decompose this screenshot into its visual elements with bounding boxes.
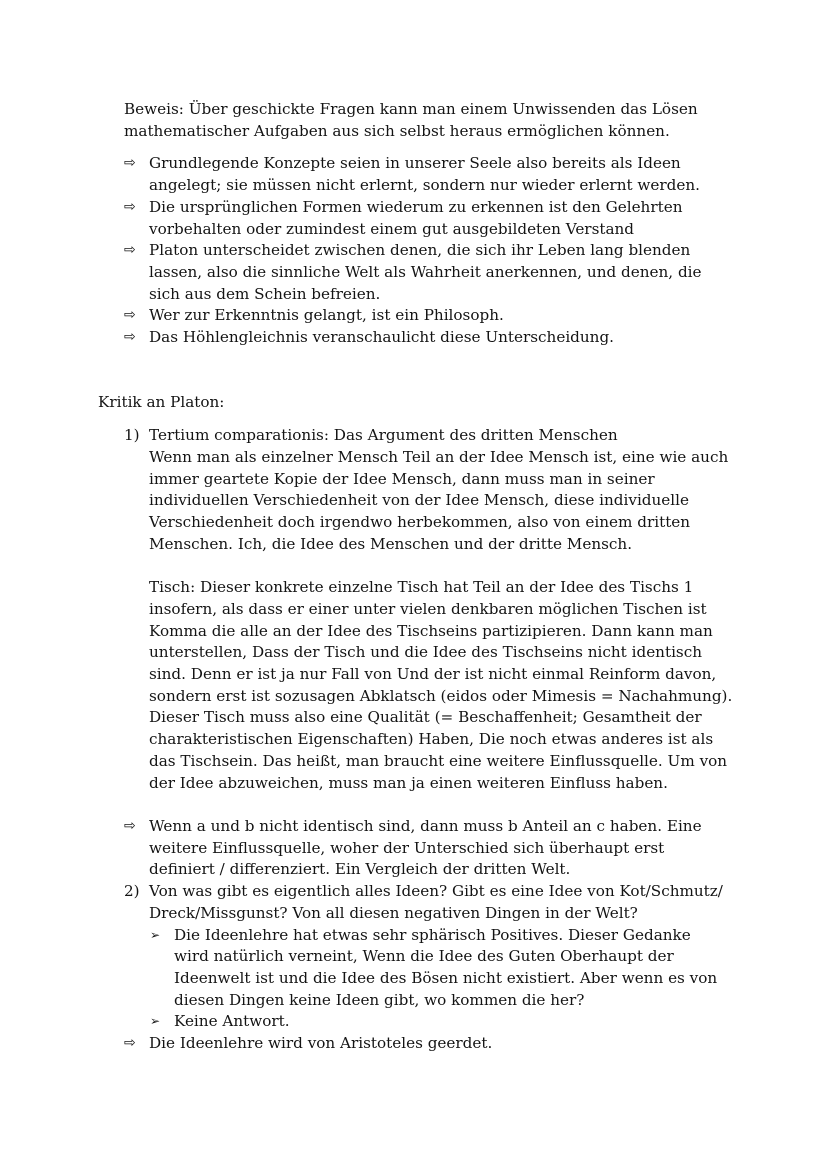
bullet-line: Wer zur Erkenntnis gelangt, ist ein Philosoph.	[149, 306, 504, 324]
arrow-right-icon: ⇨	[124, 307, 136, 323]
arrow-line: Wenn a und b nicht identisch sind, dann muss b Anteil an c haben. Eine	[149, 817, 702, 835]
sub-line: diesen Dingen keine Ideen gibt, wo kommen die her?	[174, 991, 585, 1009]
arrow-line: weitere Einflussquelle, woher der Unterschied sich überhaupt erst	[149, 839, 665, 857]
tisch-line: der Idee abzuweichen, muss man ja einen weiteren Einfluss haben.	[149, 774, 668, 792]
item-line: Wenn man als einzelner Mensch Teil an der Idee Mensch ist, eine wie auch	[149, 448, 729, 466]
item-number: 1)	[124, 426, 140, 444]
intro-line: mathematischer Aufgaben aus sich selbst heraus ermöglichen können.	[124, 122, 670, 140]
arrow-right-icon: ⇨	[124, 818, 136, 834]
arrow-right-icon: ⇨	[124, 242, 136, 258]
arrow-right-icon: ⇨	[124, 1035, 136, 1051]
intro-line: Beweis: Über geschickte Fragen kann man einem Unwissenden das Lösen	[124, 100, 698, 118]
arrow-right-icon: ⇨	[124, 329, 136, 345]
arrow-right-icon: ⇨	[124, 199, 136, 215]
tisch-line: sind. Denn er ist ja nur Fall von Und der ist nicht einmal Reinform davon,	[149, 665, 717, 683]
sub-line: wird natürlich verneint, Wenn die Idee des Guten Oberhaupt der	[174, 947, 674, 965]
item-line: Von was gibt es eigentlich alles Ideen? Gibt es eine Idee von Kot/Schmutz/	[149, 882, 723, 900]
bullet-line: Die ursprünglichen Formen wiederum zu erkennen ist den Gelehrten	[149, 198, 683, 216]
item-line: Menschen. Ich, die Idee des Menschen und der dritte Mensch.	[149, 535, 633, 553]
triangle-bullet-icon: ➢	[150, 1014, 161, 1028]
bullet-line: Platon unterscheidet zwischen denen, die sich ihr Leben lang blenden	[149, 241, 691, 259]
tisch-line: Dieser Tisch muss also eine Qualität (= Beschaffenheit; Gesamtheit der	[149, 708, 702, 726]
arrow-right-icon: ⇨	[124, 155, 136, 171]
bullet-line: vorbehalten oder zumindest einem gut ausgebildeten Verstand	[149, 220, 635, 238]
arrow-line: definiert / differenziert. Ein Vergleich der dritten Welt.	[149, 860, 571, 878]
item-line: immer geartete Kopie der Idee Mensch, dann muss man in seiner	[149, 470, 655, 488]
sub-line: Die Ideenlehre hat etwas sehr sphärisch Positives. Dieser Gedanke	[174, 926, 691, 944]
bullet-line: lassen, also die sinnliche Welt als Wahrheit anerkennen, und denen, die	[149, 263, 702, 281]
bullet-line: Grundlegende Konzepte seien in unserer Seele also bereits als Ideen	[149, 154, 681, 172]
tisch-line: charakteristischen Eigenschaften) Haben, Die noch etwas anderes ist als	[149, 730, 714, 748]
section-heading: Kritik an Platon:	[98, 393, 225, 411]
item-number: 2)	[124, 882, 140, 900]
sub-line: Ideenwelt ist und die Idee des Bösen nicht existiert. Aber wenn es von	[174, 969, 718, 987]
final-line: Die Ideenlehre wird von Aristoteles geerdet.	[149, 1034, 493, 1052]
tisch-line: unterstellen, Dass der Tisch und die Idee des Tischseins nicht identisch	[149, 643, 703, 661]
item-line: Verschiedenheit doch irgendwo herbekommen, also von einem dritten	[149, 513, 691, 531]
bullet-line: sich aus dem Schein befreien.	[149, 285, 381, 303]
bullet-line: Das Höhlengleichnis veranschaulicht diese Unterscheidung.	[149, 328, 615, 346]
tisch-line: insofern, als dass er einer unter vielen denkbaren möglichen Tischen ist	[149, 600, 707, 618]
item-line: Tertium comparationis: Das Argument des dritten Menschen	[149, 426, 618, 444]
bullet-line: angelegt; sie müssen nicht erlernt, sondern nur wieder erlernt werden.	[149, 176, 700, 194]
item-line: individuellen Verschiedenheit von der Idee Mensch, diese individuelle	[149, 491, 689, 509]
triangle-bullet-icon: ➢	[150, 928, 161, 942]
item-line: Dreck/Missgunst? Von all diesen negativen Dingen in der Welt?	[149, 904, 638, 922]
sub-line: Keine Antwort.	[174, 1012, 290, 1030]
tisch-line: sondern erst ist sozusagen Abklatsch (eidos oder Mimesis = Nachahmung).	[149, 687, 733, 705]
tisch-line: Komma die alle an der Idee des Tischseins partizipieren. Dann kann man	[149, 622, 713, 640]
tisch-line: das Tischsein. Das heißt, man braucht eine weitere Einflussquelle. Um von	[149, 752, 728, 770]
tisch-line: Tisch: Dieser konkrete einzelne Tisch hat Teil an der Idee des Tischs 1	[149, 578, 694, 596]
